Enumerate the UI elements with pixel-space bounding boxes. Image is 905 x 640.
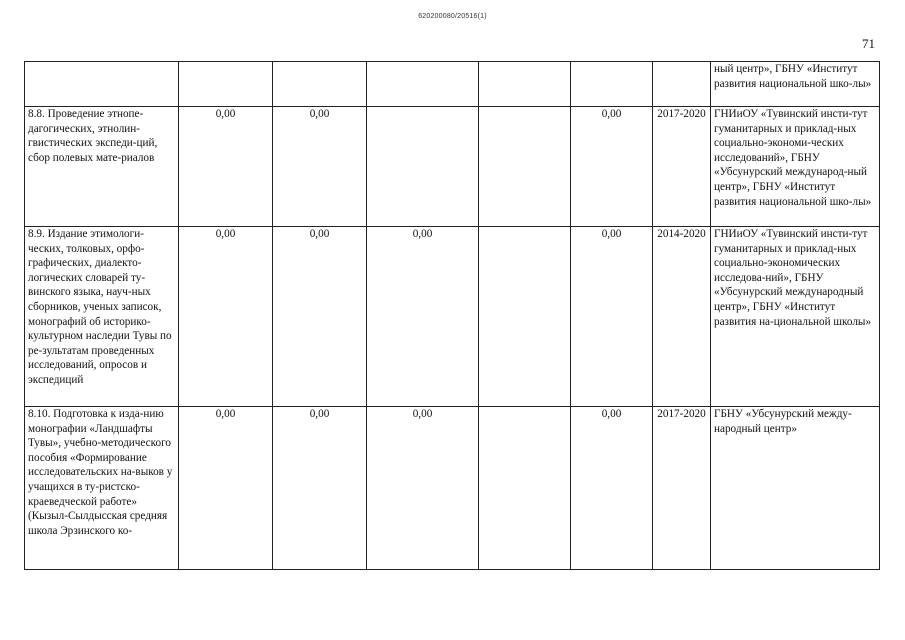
amount-cell: 0,00 [273,107,367,227]
amount-cell: 0,00 [179,407,273,570]
amount-cell [479,62,571,107]
amount-cell: 0,00 [571,227,653,407]
amount-cell: 0,00 [367,407,479,570]
amount-cell: 0,00 [367,227,479,407]
amount-cell [479,107,571,227]
page-number: 71 [862,36,875,51]
table-row [25,107,880,227]
activity-description [25,62,179,107]
period-cell: 2017-2020 [653,407,711,570]
activity-description: 8.9. Издание этимологи-ческих, толковых, орфо-графических, диалекто-логических словарей ту-винского языка, науч-ных сборников, ученых записок, монографий об историко-культурном наследии Тувы по ре-зультатам проведенных исследований, опросов и экспедиций [25,227,179,407]
executor-cell: ГБНУ «Убсунурский между-народный центр» [711,407,880,570]
amount-cell [179,62,273,107]
amount-cell: 0,00 [179,107,273,227]
amount-cell: 0,00 [179,227,273,407]
amount-cell: 0,00 [571,407,653,570]
amount-cell [479,227,571,407]
period-cell [653,62,711,107]
table-row [25,227,880,407]
amount-cell [479,407,571,570]
table-row [25,62,880,107]
amount-cell [273,62,367,107]
period-cell: 2014-2020 [653,227,711,407]
amount-cell [571,62,653,107]
document-id: 620200080/20516(1) [418,13,487,20]
executor-cell: ный центр», ГБНУ «Институт развития национальной шко-лы» [711,62,880,107]
amount-cell: 0,00 [273,227,367,407]
table-row [25,407,880,570]
activity-description: 8.10. Подготовка к изда-нию монографии «Ландшафты Тувы», учебно-методического пособия «Формирование исследовательских на-выков у учащихся в ту-ристско-краеведческой работе» (Кызыл-Сылдысская средняя школа Эрзинского ко- [25,407,179,570]
activity-description: 8.8. Проведение этнопе-дагогических, этнолин-гвистических экспеди-ций, сбор полевых мате-риалов [25,107,179,227]
amount-cell: 0,00 [273,407,367,570]
executor-cell: ГНИиОУ «Тувинский инсти-тут гуманитарных и приклад-ных социально-экономи-ческих исследований», ГБНУ «Убсунурский международ-ный центр», ГБНУ «Институт развития национальной шко-лы» [711,107,880,227]
executor-cell: ГНИиОУ «Тувинский инсти-тут гуманитарных и приклад-ных социально-экономических исследова-ний», ГБНУ «Убсунурский международный центр», ГБНУ «Институт развития на-циональной школы» [711,227,880,407]
amount-cell: 0,00 [571,107,653,227]
amount-cell [367,62,479,107]
amount-cell [367,107,479,227]
program-table [24,61,880,570]
period-cell: 2017-2020 [653,107,711,227]
